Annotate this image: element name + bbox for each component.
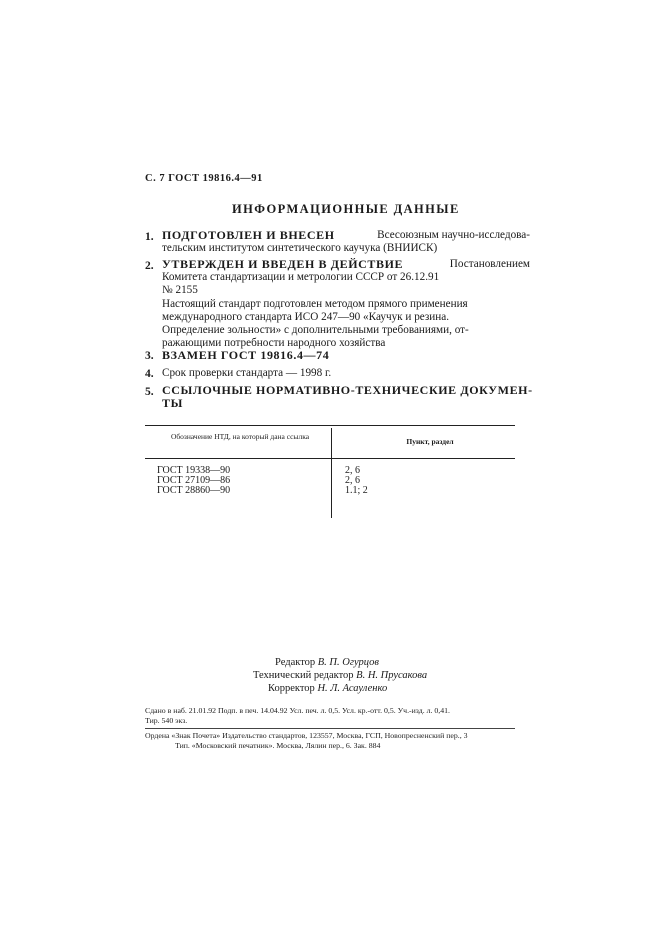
item-lead: ПОДГОТОВЛЕН И ВНЕСЕН: [162, 228, 335, 242]
corrector-name: Н. Л. Асауленко: [317, 683, 388, 694]
item-line: тельским институтом синтетического каучука (ВНИИСК): [162, 242, 438, 255]
item-number: 1.: [145, 231, 154, 243]
tech-editor-name: В. Н. Прусакова: [356, 670, 428, 681]
item-line: ражающими потребности народного хозяйства: [162, 337, 386, 350]
table-cell-document: ГОСТ 27109—86: [157, 475, 231, 486]
table-cell-section: 1.1; 2: [345, 485, 368, 496]
item-line: № 2155: [162, 284, 198, 297]
item-line: ВЗАМЕН ГОСТ 19816.4—74: [162, 348, 330, 362]
item-number: 3.: [145, 350, 154, 362]
imprint-line: Тир. 540 экз.: [145, 716, 188, 725]
item-line: Определение зольности» с дополнительными требованиями, от-: [162, 324, 469, 337]
editor-name: В. П. Огурцов: [317, 657, 379, 668]
table-header-section: Пункт, раздел: [406, 437, 454, 446]
item-line: Постановлением: [449, 258, 530, 270]
editor-line: Редактор В. П. Огурцов: [275, 657, 379, 668]
corrector-line: Корректор Н. Л. Асауленко: [268, 683, 388, 694]
imprint-line: Ордена «Знак Почета» Издательство стандартов, 123557, Москва, ГСП, Новопресненский пер., 3: [145, 731, 468, 740]
table-top-rule: [145, 425, 515, 426]
table-header-document: Обозначение НТД, на который дана ссылка: [170, 432, 310, 441]
imprint-line: Тип. «Московский печатник». Москва, Лялин пер., 6. Зак. 884: [175, 741, 381, 750]
item-line: Настоящий стандарт подготовлен методом прямого применения: [162, 297, 468, 310]
table-column-divider: [331, 428, 332, 518]
table-cell-document: ГОСТ 28860—90: [157, 485, 231, 496]
item-line: ССЫЛОЧНЫЕ НОРМАТИВНО-ТЕХНИЧЕСКИЕ ДОКУМЕН-: [162, 383, 533, 397]
page-header: С. 7 ГОСТ 19816.4—91: [145, 173, 263, 184]
item-line: Всесоюзным научно-исследова-: [377, 229, 530, 241]
table-header-rule: [145, 458, 515, 459]
item-number: 2.: [145, 260, 154, 272]
item-line: Комитета стандартизации и метрологии СССР от 26.12.91: [162, 271, 440, 284]
item-number: 5.: [145, 386, 154, 398]
table-cell-section: 2, 6: [345, 465, 360, 476]
table-cell-section: 2, 6: [345, 475, 360, 486]
item-line: Срок проверки стандарта — 1998 г.: [162, 367, 332, 379]
imprint-line: Сдано в наб. 21.01.92 Подп. в печ. 14.04.92 Усл. печ. л. 0,5. Усл. кр.-отт. 0,5. Уч.-изд. л. 0,41.: [145, 706, 450, 715]
tech-editor-line: Технический редактор В. Н. Прусакова: [253, 670, 428, 681]
item-line: международного стандарта ИСО 247—90 «Каучук и резина.: [162, 310, 450, 323]
item-lead: УТВЕРЖДЕН И ВВЕДЕН В ДЕЙСТВИЕ: [162, 257, 404, 271]
item-number: 4.: [145, 368, 154, 380]
table-cell-document: ГОСТ 19338—90: [157, 465, 231, 476]
section-title: ИНФОРМАЦИОННЫЕ ДАННЫЕ: [232, 202, 460, 216]
item-line: ТЫ: [162, 396, 183, 411]
imprint-divider: [145, 728, 515, 729]
